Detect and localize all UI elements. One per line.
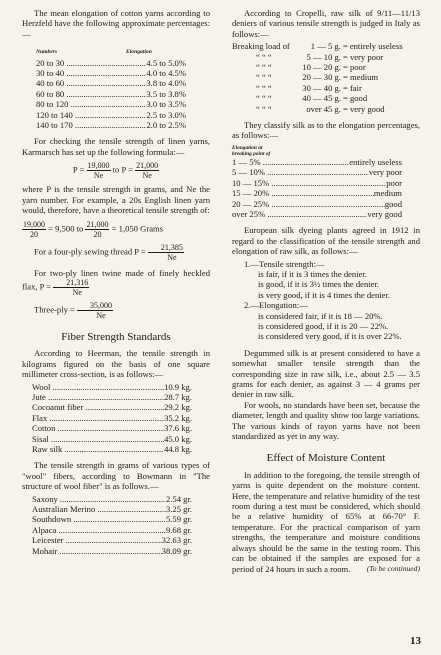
wool-row: Alpaca ..... 9.68 gr.: [32, 525, 192, 535]
silk-elongation-row: over 25% ..... very good: [232, 209, 402, 219]
fiber-row: Jute ..... 28.7 kg.: [32, 392, 192, 402]
elongation-row: 120 to 140 ..... 2.5 to 3.0%: [36, 110, 186, 120]
tensile-strength-block: [232, 259, 420, 342]
elongation-criterion: is considered very good, if it is over 22%.: [258, 331, 402, 342]
bowman-paragraph: The tensile strength in grams of various types of "wool" fibers, according to Bowmann in "The structure of wool fiber" is as follows.—: [22, 460, 210, 492]
breaking-load-row: Breaking load of 1 — 5 g. = entirely useless: [232, 41, 403, 52]
where-paragraph: where P is the tensile strength in grams, and Ne the yarn number. For example, a 20s English linen yarn would, therefore, have a theoretical tensile strength of:: [22, 184, 210, 216]
heerman-paragraph: According to Heerman, the tensile strength in kilograms figured on the basis of one square millimeter cross-section, is as follows:—: [22, 348, 210, 380]
four-ply-line: For a four-ply sewing thread P = $\frac{21,385}{Ne}$: [34, 242, 183, 262]
two-ply-line: For two-ply linen twine made of finely heckled flax, P = $\frac{21,316}{Ne}$: [22, 267, 210, 297]
tensile-criterion: is good, if it is 3½ times the denier.: [258, 279, 380, 290]
numbers-header: Numbers: [36, 49, 58, 56]
fiber-row: Cocoanut fiber ..... 29.2 kg.: [32, 402, 192, 412]
breaking-load-row: “ “ “ over 45 g. = very good: [256, 103, 385, 114]
degummed-paragraph: Degummed silk is at present considered to have a somewhat smaller tensile strength than the corresponding size in raw silk, i.e., about 2.5 — 3.5 grams for each denier, as against 3 — 4 grams per denier in raw silk.: [232, 347, 420, 400]
wool-row: Saxony ..... 2.54 gr.: [32, 494, 192, 504]
fiber-strength-heading: Fiber Strength Standards: [61, 330, 171, 343]
continued-note: (To be continued): [366, 563, 420, 573]
wool-row: Mohair ..... 38.09 gr.: [32, 546, 192, 556]
silk-elongation-row: 20 — 25% ..... good: [232, 199, 402, 209]
silk-elongation-table: [232, 157, 402, 219]
tensile-strength-title: 1.—Tensile strength:—: [244, 258, 325, 269]
three-ply-line: Three-ply = $\frac{35,000}{Ne}$: [34, 300, 113, 320]
wools-paragraph: For wools, no standards have been set, because the diameter, length and quality show too large variations. The various kinds of rayon yarns have not been standardized as yet in any way.: [232, 399, 420, 442]
cropelli-paragraph: According to Cropelli, raw silk of 9/11—11/13 deniers of various tensile strength is judged in Italy as follows:—: [232, 8, 420, 39]
fiber-row: Flax ..... 35.2 kg.: [32, 413, 192, 423]
fiber-row: Cotton ..... 37.6 kg.: [32, 423, 192, 433]
breaking-load-row: “ “ “ 20 — 30 g. = medium: [256, 72, 379, 83]
moisture-paragraph: In addition to the foregoing, the tensile strength of yarns is quite dependent on the moisture content. Here, the temperature and relative humidity of the test room during a test must be considered, which should be a relative humidity of 65% at 66-70° F. temperature. For the practical comparison of yarn strengths, the temperature and moisture conditions always should be the same in the testing room. This can be obtained if the samples are exposed for a period of 24 hours in such a room. (To be continued): [232, 469, 420, 574]
karmarsch-paragraph: For checking the tensile strength of linen yarns, Karmarsch has set up the following formula:—: [22, 136, 210, 157]
breaking-load-table: [232, 41, 420, 114]
wool-row: Southdown ..... 5.59 gr.: [32, 514, 192, 524]
fiber-row: Wool ..... 10.9 kg.: [32, 382, 192, 392]
elongation-table: [22, 58, 186, 131]
intro-paragraph: The mean elongation of cotton yarns according to Herzfeld have the following approximate percentages:—: [22, 8, 210, 39]
elongation-row: 140 to 170 ..... 2.0 to 2.5%: [36, 120, 186, 130]
wool-row: Leicester ..... 32.63 gr.: [32, 535, 192, 545]
tensile-criterion: is very good, if it is 4 times the denier.: [258, 289, 390, 300]
elongation-row: 60 to 80 ..... 3.5 to 3.8%: [36, 89, 186, 99]
wool-row: Australian Merino ..... 3.25 gr.: [32, 504, 192, 514]
elongation-title: 2.—Elongation:—: [244, 300, 308, 311]
breaking-load-row: “ “ “ 5 — 10 g. = very poor: [256, 51, 384, 62]
elongation-row: 40 to 60 ..... 3.8 to 4.0%: [36, 78, 186, 88]
right-column: [232, 8, 420, 574]
breaking-load-row: “ “ “ 10 — 20 g. = poor: [256, 62, 366, 73]
left-column: [22, 8, 210, 556]
fiber-strength-table: [22, 382, 192, 455]
silk-elongation-row: 15 — 20% ..... medium: [232, 188, 402, 198]
elongation-row: 20 to 30 ..... 4.5 to 5.0%: [36, 58, 186, 68]
elongation-criterion: is considered good, if it is 20 — 22%.: [258, 320, 389, 331]
silk-elongation-row: 10 — 15% ..... poor: [232, 178, 402, 188]
elongation-header: Elongation: [126, 49, 152, 56]
european-paragraph: European silk dyeing plants agreed in 1912 in regard to the classification of the tensile strength and elongation of raw silk, as follows:—: [232, 225, 420, 257]
tensile-criterion: is fair, if it is 3 times the denier.: [258, 268, 367, 279]
elongation-table-header: [22, 47, 210, 57]
formula-2: $\frac{19,000}{20}$ = 9,500 to $\frac{21,000}{20}$ = 1,050 Grams: [23, 219, 164, 239]
elongation-row: 80 to 120 ..... 3.0 to 3.5%: [36, 99, 186, 109]
breaking-load-row: “ “ “ 40 — 45 g. = good: [256, 93, 368, 104]
silk-elongation-row: 5 — 10% ..... very poor: [232, 167, 402, 177]
fiber-row: Sisal ..... 45.0 kg.: [32, 434, 192, 444]
silk-elongation-row: 1 — 5% ..... entirely useless: [232, 157, 402, 167]
breaking-load-row: “ “ “ 30 — 40 g. = fair: [256, 82, 362, 93]
formula-1: P = $\frac{19,000}{Ne}$ to P = $\frac{21,000}{Ne}$: [72, 161, 159, 181]
elongation-row: 30 to 40 ..... 4.0 to 4.5%: [36, 68, 186, 78]
elongation-breaking-header: Elongation at breaking point of: [232, 144, 271, 157]
page-number: 13: [410, 635, 421, 647]
fiber-row: Raw silk ..... 44.8 kg.: [32, 444, 192, 454]
elongation-criterion: is considered fair, if it is 18 — 20%.: [258, 310, 383, 321]
moisture-heading: Effect of Moisture Content: [266, 452, 386, 465]
classify-paragraph: They classify silk as to the elongation percentages, as follows:—: [232, 120, 420, 141]
wool-strength-table: [22, 494, 192, 556]
